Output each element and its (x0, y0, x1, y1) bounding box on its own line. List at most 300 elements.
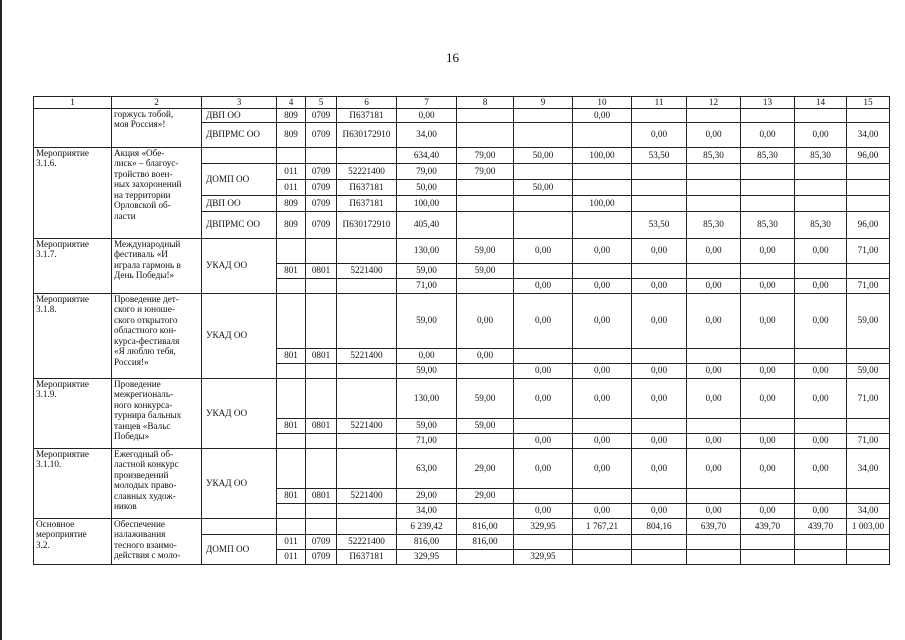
table-cell: 130,00 (397, 238, 457, 263)
table-cell: 0801 (306, 418, 337, 433)
table-cell: УКАД ОО (202, 238, 277, 293)
table-cell: 0709 (306, 195, 337, 211)
table-cell (306, 503, 337, 518)
table-cell (337, 278, 397, 293)
table-cell: 0,00 (632, 448, 687, 488)
table-cell: 0,00 (632, 363, 687, 378)
table-cell (306, 238, 337, 263)
table-cell: 804,16 (632, 518, 687, 534)
table-row (34, 378, 890, 418)
table-cell: 59,00 (457, 238, 514, 263)
table-cell: 0,00 (687, 503, 741, 518)
table-cell: 0,00 (741, 448, 795, 488)
table-cell: 0,00 (687, 433, 741, 448)
table-cell: 59,00 (847, 363, 890, 378)
table-cell: 59,00 (457, 378, 514, 418)
table-cell (632, 179, 687, 195)
table-cell (632, 418, 687, 433)
table-cell: 0709 (306, 122, 337, 147)
table-cell (847, 179, 890, 195)
column-number: 10 (573, 97, 632, 109)
table-cell (687, 418, 741, 433)
table-cell (514, 108, 573, 122)
table-cell (514, 418, 573, 433)
table-cell (306, 363, 337, 378)
table-cell: 52221400 (337, 163, 397, 179)
table-cell: Мероприятие 3.1.9. (34, 378, 112, 448)
table-cell: 0,00 (573, 503, 632, 518)
table-cell: 0,00 (795, 433, 847, 448)
table-cell (457, 433, 514, 448)
table-cell (573, 211, 632, 238)
table-cell: 0709 (306, 211, 337, 238)
table-cell (202, 147, 277, 163)
table-cell: 50,00 (397, 179, 457, 195)
table-row (34, 108, 890, 122)
table-cell: 85,30 (741, 147, 795, 163)
table-cell: 816,00 (457, 534, 514, 549)
table-cell: 79,00 (457, 147, 514, 163)
table-cell: 439,70 (795, 518, 847, 534)
table-cell: 79,00 (457, 163, 514, 179)
table-cell (306, 518, 337, 534)
table-cell: 71,00 (397, 278, 457, 293)
table-cell (573, 122, 632, 147)
table-cell: 0,00 (573, 433, 632, 448)
table-cell: 639,70 (687, 518, 741, 534)
table-cell (687, 108, 741, 122)
table-cell: 0,00 (397, 108, 457, 122)
table-cell (847, 348, 890, 363)
column-number: 15 (847, 97, 890, 109)
table-cell (306, 293, 337, 348)
table-cell (514, 122, 573, 147)
table-cell (847, 263, 890, 278)
table-cell (457, 195, 514, 211)
table-cell (741, 549, 795, 564)
table-cell: 0,00 (573, 238, 632, 263)
table-cell: 0,00 (632, 433, 687, 448)
table-cell (514, 348, 573, 363)
table-cell (277, 448, 306, 488)
table-cell: 63,00 (397, 448, 457, 488)
table-cell: 0,00 (741, 238, 795, 263)
table-cell (573, 418, 632, 433)
table-cell (573, 163, 632, 179)
table-cell (202, 518, 277, 534)
table-cell: 0,00 (687, 448, 741, 488)
table-cell: 329,95 (514, 518, 573, 534)
table-cell (632, 348, 687, 363)
table-cell: 29,00 (397, 488, 457, 503)
table-cell: 0,00 (397, 348, 457, 363)
table-cell: 59,00 (397, 363, 457, 378)
table-cell: Проведение дет- ского и юноше- ского открытого областного кон- курса-фестиваля «Я люблю тебя, Россия!» (112, 293, 202, 378)
table-cell: 801 (277, 418, 306, 433)
table-cell (457, 122, 514, 147)
table-cell (687, 534, 741, 549)
table-cell: 79,00 (397, 163, 457, 179)
table-cell (795, 488, 847, 503)
table-cell (277, 238, 306, 263)
table-cell: 0,00 (687, 122, 741, 147)
table-cell (277, 378, 306, 418)
budget-table (33, 96, 890, 565)
table-cell: 0,00 (632, 378, 687, 418)
table-row (34, 448, 890, 488)
table-cell (847, 163, 890, 179)
table-cell: 0,00 (573, 378, 632, 418)
table-cell: ДВПРМС ОО (202, 211, 277, 238)
column-number: 4 (277, 97, 306, 109)
table-cell (795, 348, 847, 363)
column-number: 8 (457, 97, 514, 109)
table-cell: УКАД ОО (202, 293, 277, 378)
table-cell (306, 147, 337, 163)
table-cell: 0801 (306, 348, 337, 363)
column-number: 13 (741, 97, 795, 109)
column-number: 6 (337, 97, 397, 109)
table-cell: 50,00 (514, 179, 573, 195)
table-cell: 011 (277, 534, 306, 549)
table-cell: 0,00 (514, 378, 573, 418)
table-cell: 809 (277, 195, 306, 211)
table-cell: 71,00 (847, 238, 890, 263)
table-cell: 130,00 (397, 378, 457, 418)
table-cell (632, 163, 687, 179)
table-cell: 0,00 (573, 363, 632, 378)
table-cell (847, 549, 890, 564)
table-cell: 0,00 (795, 363, 847, 378)
table-cell (337, 433, 397, 448)
table-cell (795, 549, 847, 564)
table-cell (687, 263, 741, 278)
table-cell (306, 448, 337, 488)
table-cell: 0,00 (514, 238, 573, 263)
table-cell (457, 108, 514, 122)
table-cell (337, 503, 397, 518)
table-cell (687, 488, 741, 503)
table-cell (277, 518, 306, 534)
table-cell: 0,00 (632, 503, 687, 518)
table-cell (457, 549, 514, 564)
table-cell: 0,00 (514, 363, 573, 378)
table-cell (573, 534, 632, 549)
table-cell: 34,00 (847, 448, 890, 488)
table-cell (847, 108, 890, 122)
table-cell: ДВП ОО (202, 195, 277, 211)
table-cell: 100,00 (397, 195, 457, 211)
table-cell: 801 (277, 263, 306, 278)
table-cell: 0,00 (687, 363, 741, 378)
table-cell: 0,00 (741, 293, 795, 348)
table-cell: 0709 (306, 163, 337, 179)
table-cell: 0,00 (795, 378, 847, 418)
table-cell: 329,95 (514, 549, 573, 564)
table-cell: 52221400 (337, 534, 397, 549)
table-cell: 5221400 (337, 418, 397, 433)
table-cell (337, 363, 397, 378)
table-cell (795, 534, 847, 549)
table-cell (514, 534, 573, 549)
table-cell: 71,00 (397, 433, 457, 448)
table-cell: 85,30 (687, 147, 741, 163)
table-cell (457, 363, 514, 378)
table-cell (632, 263, 687, 278)
page-edge (0, 0, 2, 640)
table-cell: 29,00 (457, 448, 514, 488)
column-number: 14 (795, 97, 847, 109)
table-cell: 1 003,00 (847, 518, 890, 534)
table-cell (632, 195, 687, 211)
table-cell: 59,00 (397, 418, 457, 433)
table-cell (337, 238, 397, 263)
table-cell (687, 348, 741, 363)
table-cell (573, 263, 632, 278)
table-cell: 801 (277, 348, 306, 363)
table-cell: Обеспечение налаживания тесного взаимо- действия с моло- (112, 518, 202, 564)
table-cell: 71,00 (847, 433, 890, 448)
table-cell (795, 195, 847, 211)
table-row (34, 238, 890, 263)
table-cell: 0,00 (795, 503, 847, 518)
table-row (34, 293, 890, 348)
table-cell: 100,00 (573, 147, 632, 163)
table-cell: 5221400 (337, 348, 397, 363)
table-cell: 011 (277, 549, 306, 564)
table-cell: Ежегодный об- ластной конкурс произведений молодых право- славных худож- ников (112, 448, 202, 518)
table-cell: 34,00 (847, 503, 890, 518)
table-cell: 5221400 (337, 488, 397, 503)
table-cell (795, 108, 847, 122)
table-cell: 634,40 (397, 147, 457, 163)
table-cell: Мероприятие 3.1.8. (34, 293, 112, 378)
table-cell: 0,00 (573, 278, 632, 293)
table-cell: 0,00 (687, 278, 741, 293)
table-cell (306, 278, 337, 293)
column-number: 5 (306, 97, 337, 109)
table-cell: 0709 (306, 549, 337, 564)
table-cell: Мероприятие 3.1.7. (34, 238, 112, 293)
table-cell: 0,00 (741, 278, 795, 293)
table-cell (337, 293, 397, 348)
table-cell: 011 (277, 179, 306, 195)
table-cell: 0,00 (632, 278, 687, 293)
table-cell: 0,00 (741, 122, 795, 147)
table-cell (632, 534, 687, 549)
page-number: 16 (446, 50, 459, 65)
table-cell: 0,00 (514, 278, 573, 293)
table-cell: П630172910 (337, 211, 397, 238)
table-cell: 0,00 (514, 448, 573, 488)
table-cell: 0,00 (687, 238, 741, 263)
table-cell (795, 418, 847, 433)
table-cell (573, 549, 632, 564)
table-cell: 0,00 (573, 108, 632, 122)
table-cell: 0,00 (514, 503, 573, 518)
table-row (34, 518, 890, 534)
table-cell (795, 163, 847, 179)
table-cell (457, 503, 514, 518)
table-cell: 0,00 (741, 363, 795, 378)
table-cell (277, 503, 306, 518)
table-cell (337, 147, 397, 163)
table-cell: 59,00 (397, 263, 457, 278)
table-cell (337, 518, 397, 534)
table-cell (277, 147, 306, 163)
table-cell (457, 179, 514, 195)
table-cell: 85,30 (795, 147, 847, 163)
table-cell (514, 163, 573, 179)
table-cell (741, 348, 795, 363)
column-number: 9 (514, 97, 573, 109)
table-cell (277, 363, 306, 378)
table-cell: ДВПРМС ОО (202, 122, 277, 147)
table-cell (632, 488, 687, 503)
table-cell: 801 (277, 488, 306, 503)
table-cell: 71,00 (847, 378, 890, 418)
table-cell (457, 278, 514, 293)
table-cell: 50,00 (514, 147, 573, 163)
table-cell: 59,00 (457, 418, 514, 433)
table-cell (632, 549, 687, 564)
table-cell: 0,00 (687, 293, 741, 348)
table-cell: ДОМП ОО (202, 534, 277, 564)
table-cell (741, 108, 795, 122)
table-cell (573, 488, 632, 503)
table-cell: 29,00 (457, 488, 514, 503)
table-cell (795, 263, 847, 278)
table-cell (687, 179, 741, 195)
table-cell: 0,00 (795, 278, 847, 293)
table-cell: 0,00 (795, 238, 847, 263)
table-cell: 0,00 (741, 503, 795, 518)
column-number: 11 (632, 97, 687, 109)
table-cell: 0,00 (457, 348, 514, 363)
table-cell (687, 163, 741, 179)
table-cell: 5221400 (337, 263, 397, 278)
table-cell: 0,00 (514, 293, 573, 348)
column-number: 7 (397, 97, 457, 109)
table-cell: УКАД ОО (202, 378, 277, 448)
table-cell: 329,95 (397, 549, 457, 564)
table-cell: П637181 (337, 108, 397, 122)
table-cell (847, 418, 890, 433)
table-cell: 53,50 (632, 147, 687, 163)
table-cell: 0,00 (632, 238, 687, 263)
table-cell (687, 195, 741, 211)
table-cell (573, 179, 632, 195)
table-cell (277, 293, 306, 348)
table-cell: 809 (277, 122, 306, 147)
table-cell: П637181 (337, 549, 397, 564)
table-cell (514, 211, 573, 238)
table-cell: 809 (277, 108, 306, 122)
table-cell: Международный фестиваль «И играла гармонь в День Победы!» (112, 238, 202, 293)
table-cell: 1 767,21 (573, 518, 632, 534)
table-cell (337, 378, 397, 418)
table-cell (573, 348, 632, 363)
table-cell (847, 488, 890, 503)
table-cell (741, 179, 795, 195)
table-cell (847, 534, 890, 549)
table-header-row (34, 97, 890, 109)
table-cell: 96,00 (847, 211, 890, 238)
table-cell: 71,00 (847, 278, 890, 293)
column-number: 3 (202, 97, 277, 109)
table-cell: ДВП ОО (202, 108, 277, 122)
table-cell: 0,00 (741, 378, 795, 418)
table-cell: 809 (277, 211, 306, 238)
table-cell: 6 239,42 (397, 518, 457, 534)
table-cell: 53,50 (632, 211, 687, 238)
table-cell: 0,00 (795, 293, 847, 348)
table-cell (514, 263, 573, 278)
table-cell: 816,00 (457, 518, 514, 534)
table-cell: 405,40 (397, 211, 457, 238)
table-cell: П637181 (337, 195, 397, 211)
column-number: 2 (112, 97, 202, 109)
table-cell: 85,30 (741, 211, 795, 238)
table-cell: 0,00 (457, 293, 514, 348)
table-cell (741, 534, 795, 549)
table-cell: 0709 (306, 108, 337, 122)
table-cell: 439,70 (741, 518, 795, 534)
table-cell: 96,00 (847, 147, 890, 163)
table-cell (741, 195, 795, 211)
table-cell: 0,00 (741, 433, 795, 448)
table-cell: 0,00 (573, 293, 632, 348)
table-cell (632, 108, 687, 122)
table-cell: 0,00 (795, 448, 847, 488)
table-cell (306, 433, 337, 448)
table-cell: 0,00 (687, 378, 741, 418)
table-cell (687, 549, 741, 564)
table-cell: П630172910 (337, 122, 397, 147)
table-cell: горжусь тобой, моя Россия»! (112, 108, 202, 147)
table-cell: 0,00 (795, 122, 847, 147)
table-row (34, 147, 890, 163)
table-cell: П637181 (337, 179, 397, 195)
table-cell: 100,00 (573, 195, 632, 211)
column-number: 12 (687, 97, 741, 109)
table-cell: 816,00 (397, 534, 457, 549)
table-cell (847, 195, 890, 211)
table-cell: 34,00 (397, 503, 457, 518)
table-cell: 0709 (306, 534, 337, 549)
table-cell (514, 195, 573, 211)
table-cell: 0,00 (632, 122, 687, 147)
table-cell: 59,00 (397, 293, 457, 348)
table-cell (741, 263, 795, 278)
table-cell: 0709 (306, 179, 337, 195)
table-cell: 0801 (306, 263, 337, 278)
table-cell (34, 108, 112, 147)
table-cell: 34,00 (847, 122, 890, 147)
table-cell: 0,00 (632, 293, 687, 348)
table-cell (277, 278, 306, 293)
table-cell: 34,00 (397, 122, 457, 147)
table-cell: 0,00 (573, 448, 632, 488)
table-cell: Мероприятие 3.1.6. (34, 147, 112, 238)
table-cell: Основное мероприятие 3.2. (34, 518, 112, 564)
table-cell (741, 488, 795, 503)
table-cell (795, 179, 847, 195)
table-cell: УКАД ОО (202, 448, 277, 518)
table-cell: ДОМП ОО (202, 163, 277, 195)
table-cell (457, 211, 514, 238)
table-cell: 0,00 (514, 433, 573, 448)
